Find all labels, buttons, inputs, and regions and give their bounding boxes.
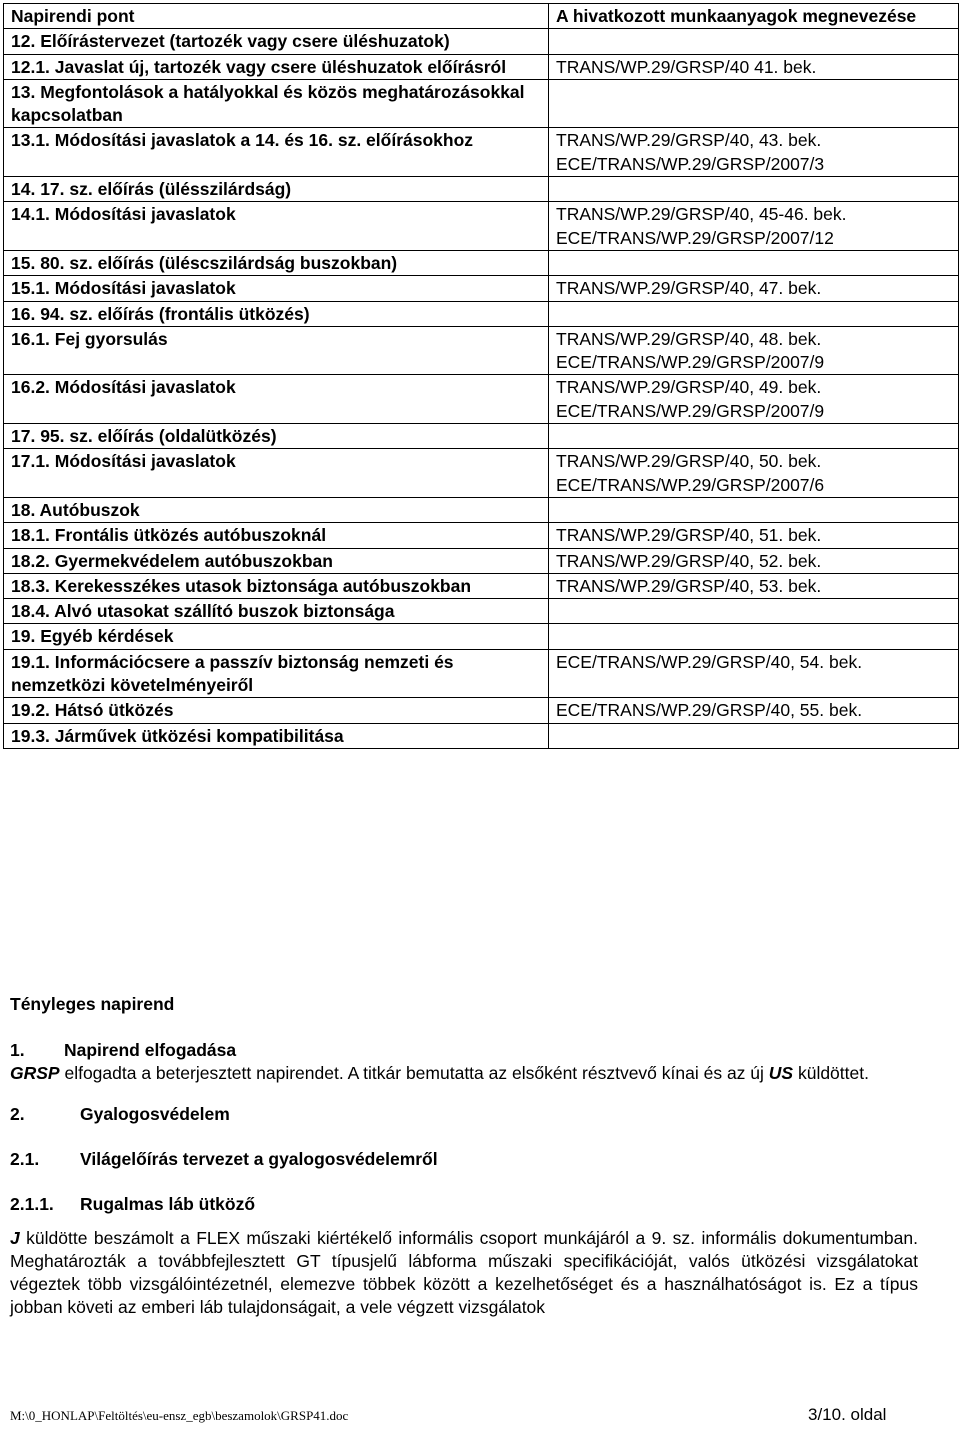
agenda-item-cell: 15. 80. sz. előírás (üléscszilárdság buszokban) <box>4 250 549 275</box>
agenda-item-cell: 12.1. Javaslat új, tartozék vagy csere üléshuzatok előírásról <box>4 54 549 79</box>
document-reference-cell: TRANS/WP.29/GRSP/40, 53. bek. <box>549 573 959 598</box>
document-reference-cell: TRANS/WP.29/GRSP/40, 49. bek. ECE/TRANS/WP.29/GRSP/2007/9 <box>549 375 959 424</box>
agenda-item-cell: 16.1. Fej gyorsulás <box>4 326 549 375</box>
agenda-item-cell: 17. 95. sz. előírás (oldalütközés) <box>4 424 549 449</box>
table-row <box>4 723 959 748</box>
agenda-item-cell: 19. Egyéb kérdések <box>4 624 549 649</box>
document-reference-cell: TRANS/WP.29/GRSP/40, 50. bek. ECE/TRANS/WP.29/GRSP/2007/6 <box>549 449 959 498</box>
agenda-item-cell: 19.3. Járművek ütközési kompatibilitása <box>4 723 549 748</box>
table-row <box>4 79 959 128</box>
section-title: Tényleges napirend <box>10 994 175 1014</box>
document-reference-cell: TRANS/WP.29/GRSP/40, 48. bek. ECE/TRANS/WP.29/GRSP/2007/9 <box>549 326 959 375</box>
table-row <box>4 649 959 698</box>
document-reference-cell <box>549 624 959 649</box>
page-number: 3/10. oldal <box>808 1405 887 1424</box>
paragraph-2-text: küldötte beszámolt a FLEX műszaki kiértékelő informális csoport munkájáról a 9. sz. informális dokumentumban. Meghatározták a továbbfejlesztett GT típusjelű lábforma műszaki specifikációját, valós ütközési vizsgálatokat végeztek több vizsgálóintézetnél, elemezve többek között a kezelhetőséget és a használhatóságot is. Ez a típus jobban követi az emberi láb tulajdonságait, a vele végzett vizsgálatok <box>10 1228 918 1317</box>
agenda-item-cell: 18. Autóbuszok <box>4 497 549 522</box>
document-reference-cell: ECE/TRANS/WP.29/GRSP/40, 54. bek. <box>549 649 959 698</box>
table-row <box>4 29 959 54</box>
agenda-item-cell: 13.1. Módosítási javaslatok a 14. és 16. sz. előírásokhoz <box>4 128 549 177</box>
heading-2-1-1-text: Rugalmas láb ütköző <box>80 1194 256 1214</box>
table-row <box>4 54 959 79</box>
header-agenda-item: Napirendi pont <box>4 4 549 29</box>
body-section <box>10 993 918 1319</box>
table-row <box>4 128 959 177</box>
agenda-item-cell: 13. Megfontolások a hatályokkal és közös meghatározásokkal kapcsolatban <box>4 79 549 128</box>
heading-2 <box>10 1103 918 1126</box>
agenda-item-cell: 18.1. Frontális ütközés autóbuszoknál <box>4 523 549 548</box>
document-reference-cell: TRANS/WP.29/GRSP/40, 45-46. bek. ECE/TRANS/WP.29/GRSP/2007/12 <box>549 202 959 251</box>
table-row <box>4 624 959 649</box>
document-reference-cell <box>549 424 959 449</box>
agenda-item-cell: 19.2. Hátsó ütközés <box>4 698 549 723</box>
agenda-table <box>3 3 959 749</box>
document-reference-cell <box>549 723 959 748</box>
document-reference-cell: TRANS/WP.29/GRSP/40, 52. bek. <box>549 548 959 573</box>
heading-1-number: 1. <box>10 1040 25 1060</box>
document-reference-cell: TRANS/WP.29/GRSP/40, 43. bek. ECE/TRANS/WP.29/GRSP/2007/3 <box>549 128 959 177</box>
agenda-item-cell: 18.2. Gyermekvédelem autóbuszokban <box>4 548 549 573</box>
table-row <box>4 301 959 326</box>
table-row <box>4 276 959 301</box>
paragraph-1-text: elfogadta a beterjesztett napirendet. A titkár bemutatta az elsőként résztvevő kínai és az új <box>59 1063 769 1083</box>
heading-2-number: 2. <box>10 1104 25 1124</box>
table-row <box>4 573 959 598</box>
document-reference-cell <box>549 250 959 275</box>
agenda-item-cell: 18.4. Alvó utasokat szállító buszok biztonsága <box>4 599 549 624</box>
table-row <box>4 326 959 375</box>
agenda-item-cell: 14. 17. sz. előírás (ülésszilárdság) <box>4 177 549 202</box>
heading-1 <box>10 1039 918 1062</box>
paragraph-1-tail: küldöttet. <box>793 1063 869 1083</box>
agenda-item-cell: 17.1. Módosítási javaslatok <box>4 449 549 498</box>
table-row <box>4 497 959 522</box>
table-row <box>4 449 959 498</box>
agenda-item-cell: 19.1. Információcsere a passzív biztonság nemzeti és nemzetközi követelményeiről <box>4 649 549 698</box>
us-abbrev: US <box>768 1063 794 1083</box>
document-reference-cell: TRANS/WP.29/GRSP/40, 47. bek. <box>549 276 959 301</box>
agenda-item-cell: 12. Előírástervezet (tartozék vagy csere üléshuzatok) <box>4 29 549 54</box>
document-reference-cell <box>549 301 959 326</box>
header-referenced-documents: A hivatkozott munkaanyagok megnevezése <box>549 4 959 29</box>
document-reference-cell: TRANS/WP.29/GRSP/40, 51. bek. <box>549 523 959 548</box>
agenda-item-cell: 16. 94. sz. előírás (frontális ütközés) <box>4 301 549 326</box>
table-row <box>4 250 959 275</box>
heading-2-1-1 <box>10 1193 918 1216</box>
table-row <box>4 424 959 449</box>
table-row <box>4 599 959 624</box>
document-reference-cell: ECE/TRANS/WP.29/GRSP/40, 55. bek. <box>549 698 959 723</box>
heading-2-1 <box>10 1148 918 1171</box>
document-reference-cell <box>549 79 959 128</box>
paragraph-2 <box>10 1227 918 1319</box>
agenda-item-cell: 14.1. Módosítási javaslatok <box>4 202 549 251</box>
agenda-item-cell: 15.1. Módosítási javaslatok <box>4 276 549 301</box>
document-reference-cell <box>549 29 959 54</box>
heading-2-1-text: Világelőírás tervezet a gyalogosvédelemről <box>80 1149 438 1169</box>
heading-2-1-1-number: 2.1.1. <box>10 1194 54 1214</box>
table-row <box>4 177 959 202</box>
file-path: M:\0_HONLAP\Feltöltés\eu-ensz_egb\beszamolok\GRSP41.doc <box>10 1408 349 1423</box>
heading-2-1-number: 2.1. <box>10 1149 40 1169</box>
agenda-item-cell: 16.2. Módosítási javaslatok <box>4 375 549 424</box>
paragraph-1 <box>10 1062 918 1085</box>
document-reference-cell <box>549 599 959 624</box>
heading-1-text: Napirend elfogadása <box>64 1040 237 1060</box>
agenda-item-cell: 18.3. Kerekesszékes utasok biztonsága autóbuszokban <box>4 573 549 598</box>
country-j-abbrev: J <box>10 1228 20 1248</box>
grsp-abbrev: GRSP <box>10 1063 60 1083</box>
document-reference-cell <box>549 177 959 202</box>
table-row <box>4 202 959 251</box>
document-reference-cell <box>549 497 959 522</box>
table-row <box>4 548 959 573</box>
document-reference-cell: TRANS/WP.29/GRSP/40 41. bek. <box>549 54 959 79</box>
table-row <box>4 523 959 548</box>
heading-2-text: Gyalogosvédelem <box>80 1104 230 1124</box>
table-row <box>4 375 959 424</box>
table-header-row <box>4 4 959 29</box>
table-row <box>4 698 959 723</box>
